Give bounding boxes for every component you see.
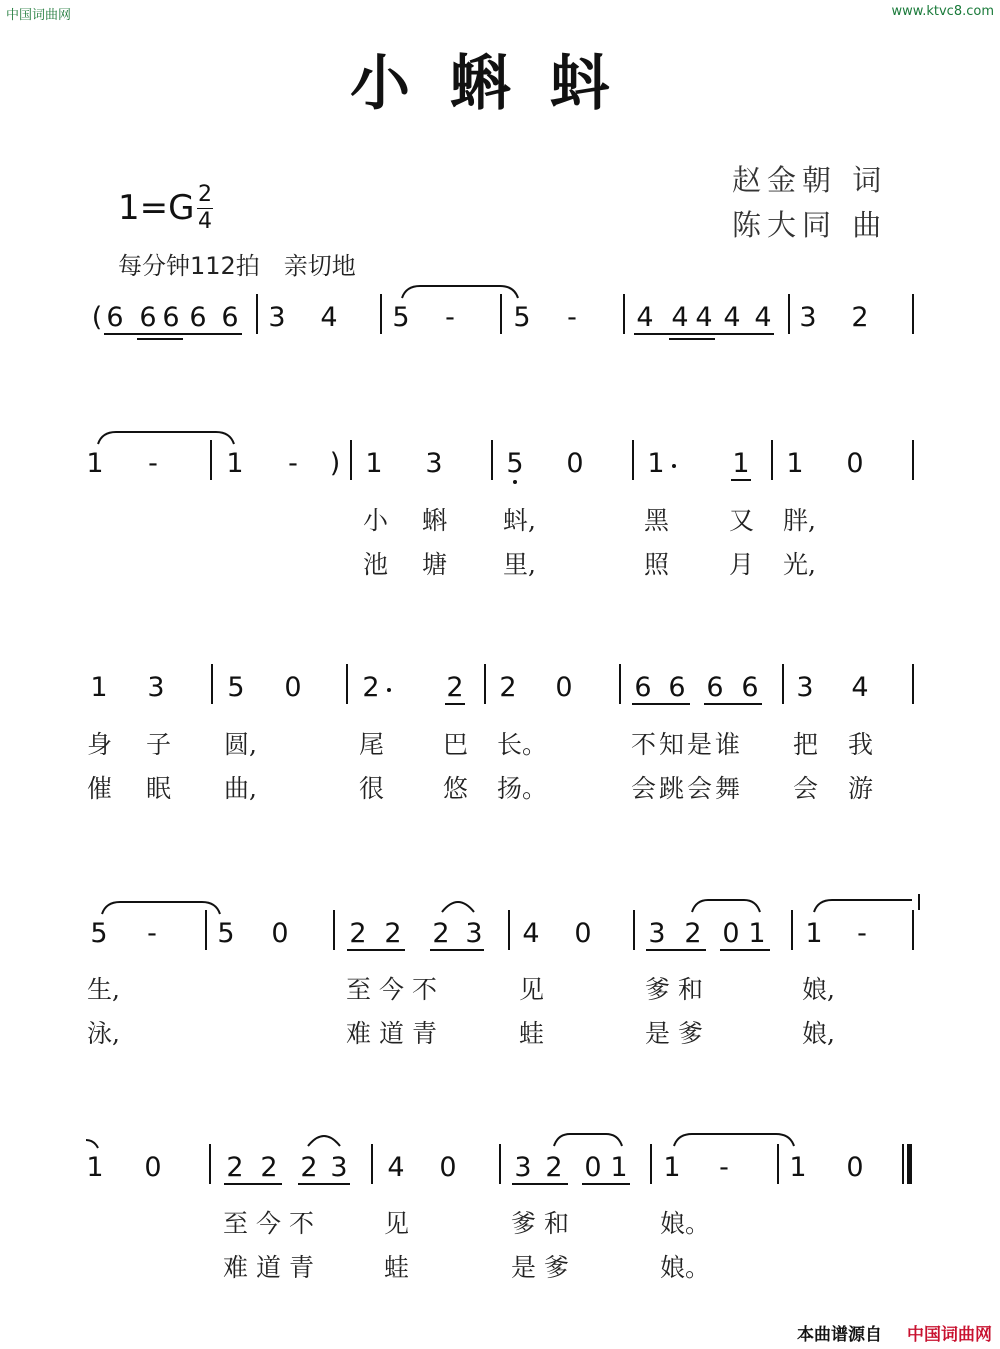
barline [912,440,914,480]
lyric: 娘, [802,975,835,1004]
lyric: 尾 [359,730,385,759]
barline [209,1144,211,1184]
underline-eighth [512,1183,568,1185]
dash: - [857,918,867,949]
dotted-note-dot [387,688,391,692]
note: 1 [805,918,823,949]
note: 5 [513,302,531,333]
lyric: 月 [729,550,755,579]
lyric: 会 [793,774,819,803]
lyric: 爹和 [511,1209,578,1238]
barline [650,1144,652,1184]
barline [499,1144,501,1184]
note: 6 [162,302,180,333]
note: 3 [796,672,814,703]
underline-sixteenth [669,338,715,340]
lyric: 曲, [224,774,257,803]
note: 1 [86,1152,104,1183]
note: 5 [217,918,235,949]
note: 1 [90,672,108,703]
underline-eighth [445,703,465,705]
barline [484,664,486,704]
note: 0 [271,918,289,949]
lyric: 我 [848,730,874,759]
note: 1 [789,1152,807,1183]
note: 4 [695,302,713,333]
close-paren: ) [329,448,341,479]
note: 0 [144,1152,162,1183]
lyric: 蝌 [422,506,448,535]
barline [912,910,914,950]
dash: - [719,1152,729,1183]
note: 6 [189,302,207,333]
lyric: 圆, [224,730,257,759]
final-barline-thick [907,1144,912,1184]
lyric: 光, [783,550,816,579]
barline [333,910,335,950]
lyricist-credit: 赵金朝 词 [732,163,888,197]
note: 5 [392,302,410,333]
tie-continuation [86,1138,100,1148]
lyric: 巴 [443,730,469,759]
watermark-url-top-right: www.ktvc8.com [891,4,994,19]
note: 0 [722,918,740,949]
note: 3 [147,672,165,703]
barline [782,664,784,704]
key-signature: 1=G [118,188,195,228]
tie [400,284,520,298]
underline-eighth [224,1183,282,1185]
final-barline-thin [902,1144,904,1184]
note: 1 [610,1152,628,1183]
note: 0 [846,1152,864,1183]
note: 3 [648,918,666,949]
barline [350,440,352,480]
note: 3 [268,302,286,333]
lyric: 娘。 [660,1209,711,1238]
lyric: 是爹 [645,1019,712,1048]
note: 4 [387,1152,405,1183]
lyric: 至今不 [346,975,446,1004]
note: 0 [284,672,302,703]
lyric: 把 [793,730,819,759]
barline [788,294,790,334]
barline [346,664,348,704]
dash: - [147,918,157,949]
time-signature [197,184,213,233]
time-signature-bottom: 4 [198,209,212,234]
slur [690,898,762,912]
dash: - [445,302,455,333]
lyric: 娘, [802,1019,835,1048]
note: 1 [226,448,244,479]
lyric: 蛙 [519,1019,545,1048]
lyric: 池 [363,550,389,579]
lyric: 不知是谁 [631,730,744,759]
note: 2 [851,302,869,333]
lyric: 蚪, [503,506,536,535]
note: 2 [300,1152,318,1183]
note: 3 [514,1152,532,1183]
barline [256,294,258,334]
note: 6 [139,302,157,333]
lyric: 照 [644,550,670,579]
barline [632,440,634,480]
note: 2 [362,672,380,703]
dotted-note-dot [672,464,676,468]
dash: - [148,448,158,479]
note: 6 [221,302,239,333]
open-paren: ( [91,302,103,333]
note: 6 [741,672,759,703]
source-site: 中国词曲网 [907,1325,992,1345]
lyric: 蛙 [384,1253,410,1282]
note: 0 [439,1152,457,1183]
lyric: 又 [729,506,755,535]
tie [100,900,222,914]
dash: - [567,302,577,333]
note: 1 [86,448,104,479]
underline-eighth [104,333,242,335]
barline [205,910,207,950]
note: 4 [636,302,654,333]
underline-eighth [646,949,706,951]
lyric: 黑 [644,506,670,535]
barline [210,440,212,480]
note: 4 [671,302,689,333]
barline [211,664,213,704]
underline-eighth [582,1183,630,1185]
slur [552,1132,624,1146]
note: 2 [384,918,402,949]
underline-eighth [634,333,774,335]
tie [812,898,914,912]
lyric: 塘 [422,550,448,579]
lyric: 悠 [443,774,469,803]
lyric: 小 [363,506,389,535]
note: 5 [506,448,524,479]
underline-eighth [298,1183,350,1185]
note: 0 [566,448,584,479]
dash: - [288,448,298,479]
song-title: 小蝌蚪 [350,49,650,119]
underline-eighth [430,949,484,951]
barline [771,440,773,480]
note: 0 [574,918,592,949]
barline [619,664,621,704]
barline [380,294,382,334]
tie [96,430,236,444]
composer-credit: 陈大同 曲 [732,208,888,242]
underline-eighth [720,949,770,951]
barline [508,910,510,950]
lyric: 爹和 [645,975,712,1004]
note: 3 [799,302,817,333]
note: 2 [499,672,517,703]
lyric: 身 [87,730,113,759]
note: 1 [786,448,804,479]
note: 3 [330,1152,348,1183]
barline [371,1144,373,1184]
barline [623,294,625,334]
barline [633,910,635,950]
note: 1 [732,448,750,479]
barline [777,1144,779,1184]
lyric: 泳, [87,1019,120,1048]
lyric: 游 [848,774,874,803]
barline [912,294,914,334]
lyric: 至今不 [223,1209,323,1238]
barline [791,910,793,950]
note: 5 [90,918,108,949]
lyric: 眠 [146,774,172,803]
note: 3 [465,918,483,949]
note: 0 [846,448,864,479]
source-note: 本曲谱源自 [797,1325,882,1345]
note: 6 [106,302,124,333]
note: 2 [226,1152,244,1183]
note: 2 [684,918,702,949]
tie-continuation-mark [918,894,920,910]
note: 6 [634,672,652,703]
lyric: 里, [503,550,536,579]
note: 1 [748,918,766,949]
lyric: 扬。 [497,774,548,803]
note: 1 [647,448,665,479]
note: 4 [723,302,741,333]
note: 2 [446,672,464,703]
underline-eighth [347,949,405,951]
note: 4 [754,302,772,333]
note: 0 [584,1152,602,1183]
note: 2 [432,918,450,949]
lyric: 是爹 [511,1253,578,1282]
barline [500,294,502,334]
lyric: 生, [87,975,120,1004]
lyric: 难道青 [346,1019,446,1048]
lyric: 催 [87,774,113,803]
lyric: 娘。 [660,1253,711,1282]
lyric: 难道青 [223,1253,323,1282]
watermark-site-top-left: 中国词曲网 [6,8,72,23]
underline-eighth [632,703,690,705]
slur [306,1132,342,1146]
lyric: 长。 [497,730,548,759]
lyric: 见 [519,975,545,1004]
note: 4 [320,302,338,333]
note: 2 [545,1152,563,1183]
note: 3 [425,448,443,479]
note: 2 [260,1152,278,1183]
slur [440,898,476,912]
time-signature-top: 2 [198,182,212,207]
lyric: 子 [146,730,172,759]
note: 4 [522,918,540,949]
underline-sixteenth [137,338,183,340]
lyric: 会跳会舞 [631,774,744,803]
lyric: 见 [384,1209,410,1238]
note: 6 [706,672,724,703]
lyric: 胖, [783,506,816,535]
barline [491,440,493,480]
tempo-marking: 每分钟112拍 亲切地 [118,252,356,280]
underline-eighth [704,703,762,705]
note: 1 [365,448,383,479]
note: 6 [668,672,686,703]
barline [912,664,914,704]
note: 1 [663,1152,681,1183]
note: 0 [555,672,573,703]
underline-eighth [731,479,751,481]
lyric: 很 [359,774,385,803]
note: 4 [851,672,869,703]
note: 2 [349,918,367,949]
note: 5 [227,672,245,703]
low-octave-dot [513,480,517,484]
